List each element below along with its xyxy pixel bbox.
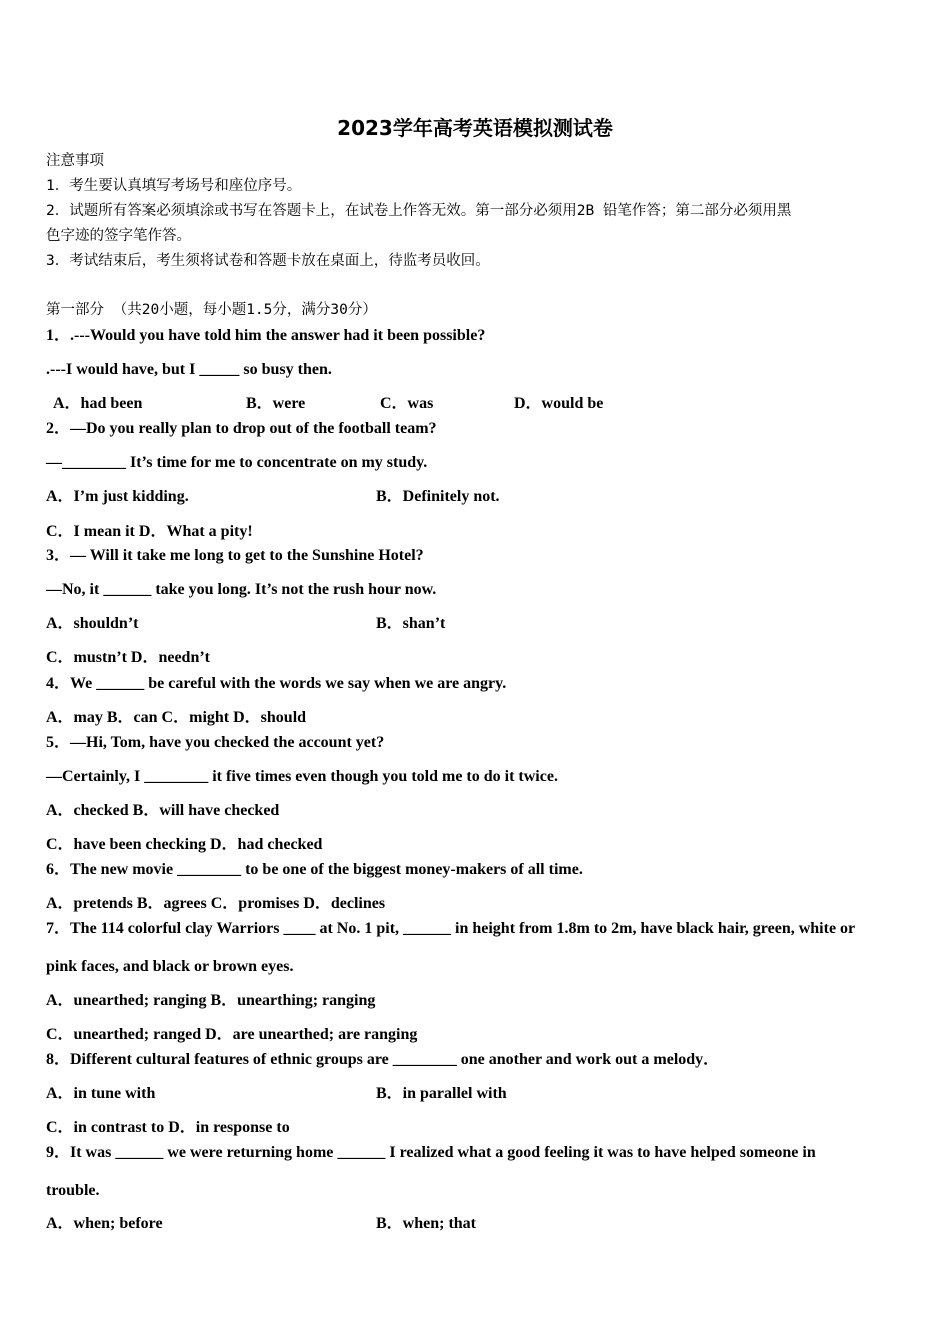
option-c: C．was: [380, 395, 434, 412]
option-a: A．in tune with: [46, 1085, 156, 1102]
options-row: A．may B．can C．might D．should: [46, 709, 307, 726]
notice-heading: 注意事项: [46, 153, 104, 169]
option-ab: A．unearthed; ranging B．unearthing; ranging: [46, 992, 376, 1009]
notice-item: 色字迹的签字笔作答。: [46, 228, 191, 244]
section-heading: 第一部分 （共20小题，每小题1.5分，满分30分）: [46, 302, 377, 318]
question-line: —________ It’s time for me to concentrate on my study.: [46, 454, 428, 471]
question-line: trouble.: [46, 1182, 100, 1199]
option-a: A．I’m just kidding.: [46, 488, 189, 505]
question-stem: 2．—Do you really plan to drop out of the football team?: [46, 420, 437, 437]
option-b: B．when; that: [376, 1215, 477, 1232]
option-b: B．in parallel with: [376, 1085, 507, 1102]
options-row: A．pretends B．agrees C．promises D．declines: [46, 895, 386, 912]
page-title: 2023学年高考英语模拟测试卷: [337, 116, 613, 140]
option-a: A．when; before: [46, 1215, 163, 1232]
question-line: pink faces, and black or brown eyes.: [46, 958, 294, 975]
notice-item: 1．考生要认真填写考场号和座位序号。: [46, 178, 302, 194]
question-stem: 8．Different cultural features of ethnic groups are ________ one another and work out a melody．: [46, 1051, 720, 1068]
question-stem: 7．The 114 colorful clay Warriors ____ at No. 1 pit, ______ in height from 1.8m to 2m, have black hair, green, white or: [46, 920, 856, 937]
option-a: A．had been: [53, 395, 143, 412]
notice-item: 2．试题所有答案必须填涂或书写在答题卡上，在试卷上作答无效。第一部分必须用2B 铅笔作答；第二部分必须用黑: [46, 203, 792, 219]
option-b: B．were: [246, 395, 306, 412]
question-stem: 5．—Hi, Tom, have you checked the account yet?: [46, 734, 385, 751]
question-stem: 3．— Will it take me long to get to the Sunshine Hotel?: [46, 547, 424, 564]
question-stem: 4．We ______ be careful with the words we say when we are angry.: [46, 675, 507, 692]
option-cd: C．mustn’t D．needn’t: [46, 649, 211, 666]
question-stem: 9．It was ______ we were returning home ______ I realized what a good feeling it was to have helped someone in: [46, 1144, 816, 1161]
question-stem: 6．The new movie ________ to be one of the biggest money-makers of all time.: [46, 861, 583, 878]
question-stem: 1．.---Would you have told him the answer had it been possible?: [46, 327, 486, 344]
option-cd: C．in contrast to D．in response to: [46, 1119, 290, 1136]
option-ab: A．checked B．will have checked: [46, 802, 280, 819]
notice-item: 3．考试结束后，考生须将试卷和答题卡放在桌面上，待监考员收回。: [46, 253, 490, 269]
option-cd: C．I mean it D．What a pity!: [46, 523, 253, 540]
option-b: B．Definitely not.: [376, 488, 500, 505]
question-line: —No, it ______ take you long. It’s not the rush hour now.: [46, 581, 437, 598]
option-b: B．shan’t: [376, 615, 446, 632]
option-a: A．shouldn’t: [46, 615, 139, 632]
option-cd: C．have been checking D．had checked: [46, 836, 323, 853]
option-cd: C．unearthed; ranged D．are unearthed; are ranging: [46, 1026, 418, 1043]
option-d: D．would be: [514, 395, 604, 412]
question-line: .---I would have, but I _____ so busy then.: [46, 361, 332, 378]
question-line: —Certainly, I ________ it five times even though you told me to do it twice.: [46, 768, 558, 785]
